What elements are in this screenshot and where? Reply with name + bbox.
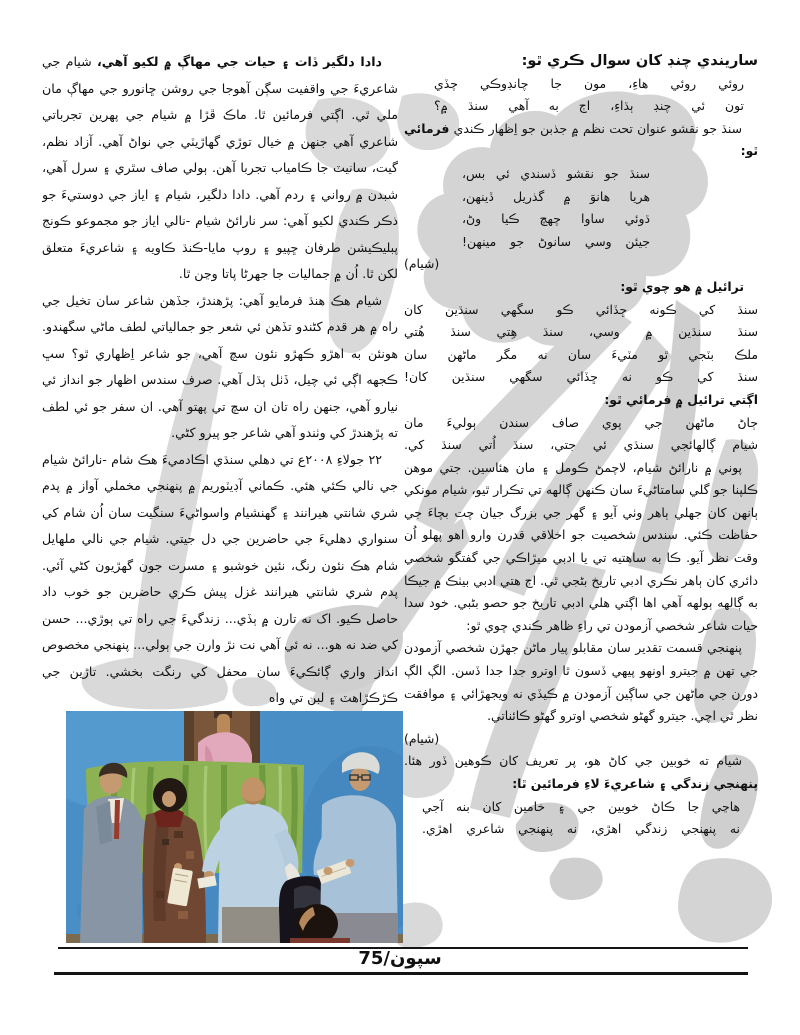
page-number-label: سپون/75	[358, 948, 442, 969]
verse-line: هريا هانوَ ۾ گذريل ڏينهن،	[462, 188, 650, 204]
column-right	[404, 50, 758, 948]
para-map-intro	[404, 118, 758, 163]
para-delhi-evening: ٢٢ جولاءِ ٢٠٠٨ع تي دهلي سنڌي اڪادميءَ هڪ شام -نارائڻ شيام جي نالي ڪئي هئي. ڪماني آڊيٽوريم ۾ پنهنجي مخملي آواز ۾ پدم شري شانتي هيرانند ۽ گهنشيام واسواڻيءَ سنگيت سان اُن شام کي سنواري دهليءَ جي حاضرين جي دل جيتي. شيام جي نالي ملهايل شام هڪ نئون رنگ، نئين خوشبو ۽ مسرت جون گهڙيون کڻي آئي. پدم شري شانتي هيرانند غزل پيش ڪري حاضرين جو خوب داد حاصل ڪيو. اک نه تارن ۾ ٻڏي... زندگيءَ جي راه تي ٻوڙي... حسن کي ضد نه هو... نه ئي آهي نت نڙ وارن جي ٻولي... پنهنجي مخصوص انداز واري ڳائڪيءَ سان محفل کي رنگت بخشي. تاڙين جي ڪڙڪڙاهٽ ۽ لبن تي واه	[42, 451, 398, 705]
attribution-shyam: (شيام)	[404, 730, 440, 746]
verse-final-couplet	[404, 796, 758, 841]
para-dada-dilgir-text: شيام جي شاعريءَ جي واقفيت سڳن آهوجا جي روشن ڇانورو جي مهاڳ مان ملي ٿي. اڳتي فرمائين ٿا. ماڪ ڦڙا ۾ شيام جي پهرين تجرباتي شاعري آهي جنهن ۾ خيال توڙي گهاڙيٽي جي نواڻ آهي. آزاد نظم، گيت، سانيٽ جا ڪامياب تجربا آهن. ٻولي صاف سٿري ۽ سرل آهي، شبدن ۾ رواني ۽ ردم آهي. دادا دلگير، شيام ۽ اياز جي دوستيءَ جو ذڪر ڪندي لکيو آهي: سر نارائڻ شيام -نالي اياز جو مجموعو ڪونج پبليڪيشن طرفان ڇپيو ۽ روپ مايا-ڪنڌ ڪاويه ۽ شاعريءَ متعلق لکن ٿا. اُن ۾ جماليات جا جهرڻا پاتا وڃن ٿا.	[42, 54, 398, 281]
portrait-painting	[184, 711, 260, 769]
verse-line: جيئن وسي سانوڻ جو مينهن!	[462, 233, 650, 249]
verse-line: نه پنهنجي زندگي اهڙي، نه پنهنجي شاعري اهڙي.	[422, 821, 740, 837]
verse-line: تون ئي چنڊ ٻڌاءِ، اڄ به آهي سنڌ ۾؟	[434, 98, 744, 114]
verse-line: سنڌ جو نقشو ڏسندي ئي بس،	[462, 165, 650, 181]
verse-line: سنڌ کي ڪونه ڇڏائي ڪو سگهي سنڌين کان	[404, 301, 758, 317]
para-dada-dilgir-lede: دادا دلگير ڏات ۽ حيات جي مهاڳ ۾ لکيو آهي،	[97, 54, 382, 69]
verse-line: ڌوئي ساوا چهچ ڪيا وڻ،	[462, 211, 650, 227]
para-praise	[404, 750, 758, 795]
para-dada-dilgir	[42, 49, 398, 288]
event-photograph	[66, 711, 403, 943]
verse-trail-2	[404, 412, 758, 457]
verse-line: سنڌ کي ڪو نه ڇڏائي سگهي سنڌين کان!	[404, 369, 758, 385]
para-map-intro-text: سنڌ جو نقشو عنوان تحت نظم ۾ جذبن جو اِظهار ڪندي	[453, 120, 742, 136]
verse-line: سنڌ سنڌين ۾ وسي، سنڌ هِتي سنڌ هُتي	[404, 324, 758, 340]
verse-line: شيام ڳالهائجي سنڌي ئي جتي، سنڌ اُتي سنڌ کي.	[404, 437, 758, 453]
heading-moon-question: ساريندي چنڊ کان سوال ڪري ٿو:	[521, 53, 758, 69]
verse-line: هاڃي جا ڪاڻ خوبين جي ۽ خامين کان بنه آجي	[422, 798, 740, 814]
para-map-intro-bold: فرمائي ٿو:	[404, 120, 758, 159]
para-pune-memoir: پوني ۾ نارائڻ شيام، لاچمڻ ڪومل ۽ مان هئاسين. جتي موهن ڪلپنا جو گلي سامتاڻيءَ سان ڪنهن ڳالهه تي تڪرار ٿيو، شيام مونکي ٻانهن کان جهلي ٻاهر وٺي آيو ۽ گهر جي بزرگ جيان چت بچاءَ جي حفاظت ڪئي. سندس شخصيت جو اخلاقي قدرن وارو اهو پهلو اُن وقت نظر آيو. ڪا به ساهتيه تي يا ادبي ميڙاڪي جي گفتگو شخصي دائري کان ٻاهر نڪري ادبي تاريخ بڻجي ٿي. اڄ هتي ادبي بيٺڪ ۾ جيڪا به ڳالهه ٻولهه آهي اها اڳتي هلي ادبي تاريخ جو حصو بڻبي. خود سدا حيات شاعر شخصي آزمودن تي راءِ ظاهر ڪندي چوي ٿو:	[404, 459, 758, 633]
heading-trail-2: اڳتي ترائيل ۾ فرمائي ٿو:	[604, 391, 758, 407]
footer-rule-bottom	[54, 972, 748, 975]
verse-trail-1	[404, 299, 758, 389]
heading-trail-1: ترائيل ۾ هو چوي ٿو:	[620, 278, 744, 294]
verse-line: ڄاڻ ماڻهن جي پوي صاف سندن ٻوليءَ مان	[404, 414, 758, 430]
verse-line: روئي روئي هاءِ، مون جا چانڊوڪي چڏي	[434, 75, 744, 91]
column-left	[42, 49, 398, 709]
para-praise-text: شيام ته خوبين جي کاڻ هو، پر تعريف کان ڪوهين ڏور هئا.	[404, 753, 742, 769]
attribution-shyam: (شيام)	[404, 256, 440, 272]
para-shyam-on-poetry: شيام هڪ هنڌ فرمايو آهي: پڙهندڙ، جڏهن شاعر سان تخيل جي راه ۾ هر قدم کڻندو تڏهن ئي شعر جو جمالياتي لطف ماڻي سگهندو. هونئن به اهڙو ڪهڙو نئون سچ آهي، جو شاعر اِظهاري ٿو؟ سڀ ڪجهه اڳي ئي چيل، ڏٺل ٻڌل آهي. صرف سندس اظهار جو انداز ئي نيارو آهي، جنهن راه تان ان سچ تي پهتو آهي. ان سفر جو ئي لطف ته پڙهندڙ کي وٺندو آهي شاعر جو پيرو کڻي.	[42, 292, 398, 440]
verse-map-of-sindh	[404, 163, 758, 253]
para-experience-quote: پنهنجي قسمت تقدير سان مقابلو پيار ماڻن جهڙن شخصي آزمودن جي تهن ۾ جيترو اونهو پيهي ڏسون ٿا اوترو جدا جدا ڏسن. الڳ الڳ دورن جي ماڻهن جي ساڳين آزمودن ۾ ڪيڏي نه ويجهڙائي ۽ موافقت نظر ٿي اچي. جيترو گهڻو شخصي اوترو گهڻو ڪائناتي.	[404, 640, 758, 724]
verse-moon	[404, 73, 758, 118]
photo-illustration	[66, 711, 403, 943]
verse-line: ملڪ بٽجي ٿو مٽيءَ سان نه مگر ماڻهن سان	[404, 346, 758, 362]
para-praise-bold: پنهنجي زندگي ۽ شاعريءَ لاءِ فرمائين ٿا:	[512, 776, 758, 791]
